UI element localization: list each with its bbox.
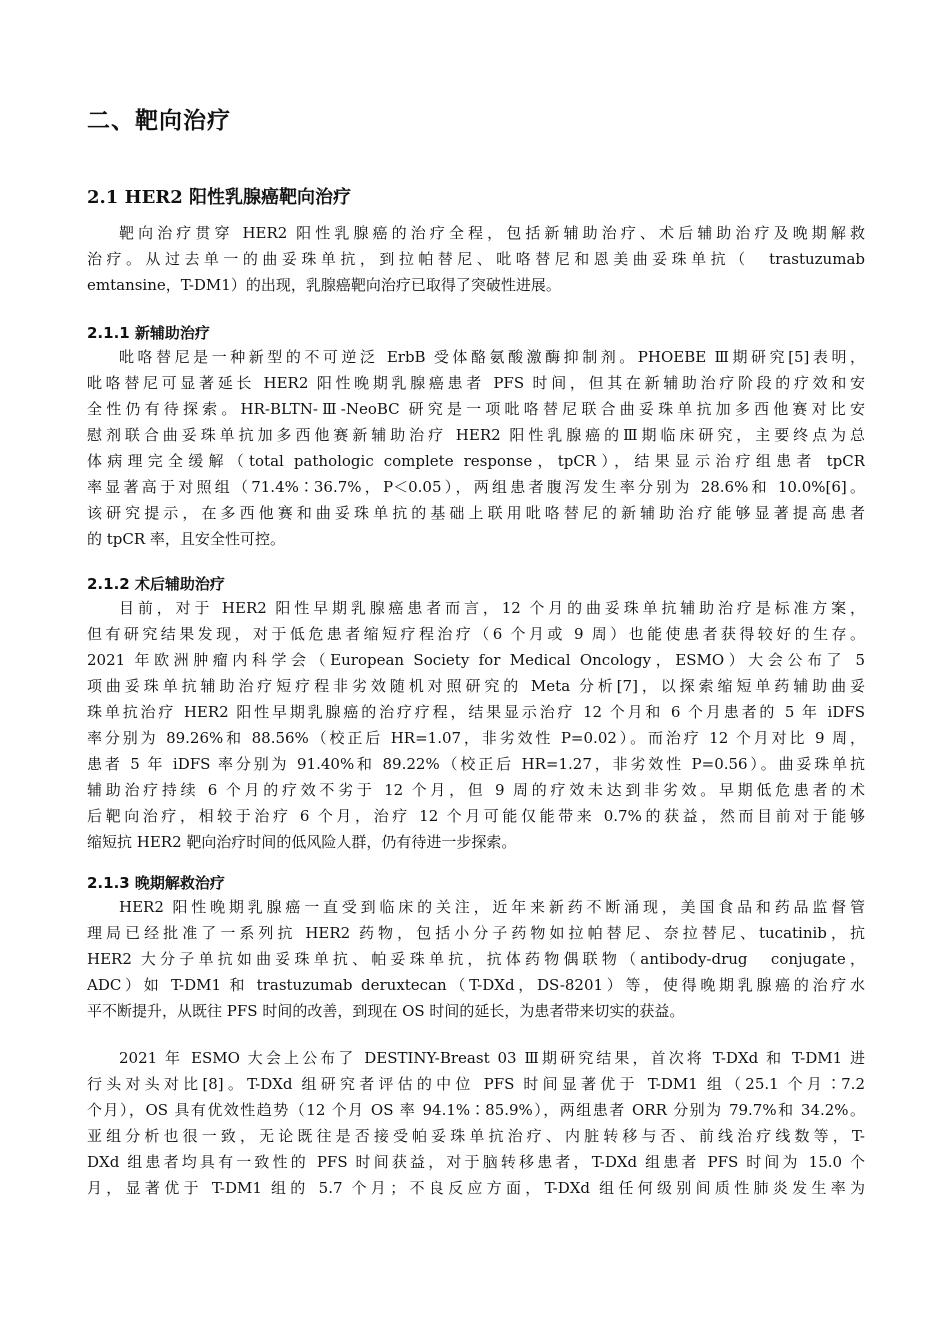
text-line: 缩短抗 HER2 靶向治疗时间的低风险人群，仍有待进一步探索。 (87, 833, 517, 851)
text-line: HER2 大分子单抗如曲妥珠单抗、帕妥珠单抗，抗体药物偶联物（antibody-drug conjugate， (87, 950, 865, 968)
heading-advanced: 2.1.3 晚期解救治疗 (87, 874, 225, 892)
text-line: 率显著高于对照组（71.4%∶36.7%，P＜0.05），两组患者腹泻发生率分别为 28.6%和 10.0%[6]。 (87, 478, 865, 496)
text-line: 后靶向治疗，相较于治疗 6 个月，治疗 12 个月可能仅能带来 0.7%的获益，然而目前对于能够 (87, 807, 865, 825)
heading-adjuvant: 2.1.2 术后辅助治疗 (87, 575, 225, 593)
heading-neoadjuvant: 2.1.1 新辅助治疗 (87, 324, 210, 342)
text-line: 项曲妥珠单抗辅助治疗短疗程非劣效随机对照研究的 Meta 分析[7]，以探索缩短单药辅助曲妥 (87, 677, 865, 695)
text-line: HER2 阳性晚期乳腺癌一直受到临床的关注，近年来新药不断涌现，美国食品和药品监督管 (119, 898, 865, 916)
text-line: 理局已经批准了一系列抗 HER2 药物，包括小分子药物如拉帕替尼、奈拉替尼、tucatinib，抗 (87, 924, 865, 942)
adjuvant-paragraph (87, 595, 865, 855)
advanced-paragraph-1 (87, 894, 865, 1024)
advanced-paragraph-2 (87, 1045, 865, 1201)
text-line: emtansine，T-DM1）的出现，乳腺癌靶向治疗已取得了突破性进展。 (87, 276, 561, 294)
text-line: 个月），OS 具有优效性趋势（12 个月 OS 率 94.1%∶85.9%），两组患者 ORR 分别为 79.7%和 34.2%。 (87, 1101, 865, 1119)
text-line: 患者 5 年 iDFS 率分别为 91.40%和 89.22%（校正后 HR=1.27，非劣效性 P=0.56）。曲妥珠单抗 (87, 755, 865, 773)
text-line: 慰剂联合曲妥珠单抗加多西他赛新辅助治疗 HER2 阳性乳腺癌的Ⅲ期临床研究，主要终点为总 (87, 426, 865, 444)
text-line: 辅助治疗持续 6 个月的疗效不劣于 12 个月，但 9 周的疗效未达到非劣效。早期低危患者的术 (87, 781, 865, 799)
text-line: 亚组分析也很一致，无论既往是否接受帕妥珠单抗治疗、内脏转移与否、前线治疗线数等，T- (87, 1127, 865, 1145)
text-line: 全性仍有待探索。HR-BLTN-Ⅲ-NeoBC 研究是一项吡咯替尼联合曲妥珠单抗加多西他赛对比安 (87, 400, 865, 418)
text-line: 体病理完全缓解（total pathologic complete response，tpCR），结果显示治疗组患者 tpCR (87, 452, 865, 470)
text-line: 该研究提示，在多西他赛和曲妥珠单抗的基础上联用吡咯替尼的新辅助治疗能够显著提高患者 (87, 504, 865, 522)
text-line: 行头对头对比[8]。T-DXd 组研究者评估的中位 PFS 时间显著优于 T-DM1 组（25.1 个月∶7.2 (87, 1075, 865, 1093)
section-title: 二、靶向治疗 (87, 108, 231, 134)
text-line: DXd 组患者均具有一致性的 PFS 时间获益，对于脑转移患者，T-DXd 组患者 PFS 时间为 15.0 个 (87, 1153, 865, 1171)
subsection-title: 2.1 HER2 阳性乳腺癌靶向治疗 (87, 187, 352, 208)
text-line: 但有研究结果发现，对于低危患者缩短疗程治疗（6 个月或 9 周）也能使患者获得较好的生存。 (87, 625, 865, 643)
text-line: 的 tpCR 率，且安全性可控。 (87, 530, 285, 548)
text-line: 吡咯替尼是一种新型的不可逆泛 ErbB 受体酪氨酸激酶抑制剂。PHOEBE Ⅲ期研究[5]表明， (119, 348, 865, 366)
text-line: 吡咯替尼可显著延长 HER2 阳性晚期乳腺癌患者 PFS 时间，但其在新辅助治疗阶段的疗效和安 (87, 374, 865, 392)
text-line: 靶向治疗贯穿 HER2 阳性乳腺癌的治疗全程，包括新辅助治疗、术后辅助治疗及晚期解救 (119, 224, 865, 242)
text-line: 珠单抗治疗 HER2 阳性早期乳腺癌的治疗疗程，结果显示治疗 12 个月和 6 个月患者的 5 年 iDFS (87, 703, 865, 721)
text-line: 平不断提升，从既往 PFS 时间的改善，到现在 OS 时间的延长，为患者带来切实的获益。 (87, 1002, 685, 1020)
text-line: 2021 年 ESMO 大会上公布了 DESTINY-Breast 03 Ⅲ期研究结果，首次将 T-DXd 和 T-DM1 进 (119, 1049, 865, 1067)
text-line: 治疗。从过去单一的曲妥珠单抗，到拉帕替尼、吡咯替尼和恩美曲妥珠单抗（ trastuzumab (87, 250, 865, 268)
text-line: 月，显著优于 T-DM1 组的 5.7 个月；不良反应方面，T-DXd 组任何级别间质性肺炎发生率为 (87, 1179, 865, 1197)
text-line: 率分别为 89.26%和 88.56%（校正后 HR=1.07，非劣效性 P=0.02）。而治疗 12 个月对比 9 周， (87, 729, 865, 747)
text-line: 目前，对于 HER2 阳性早期乳腺癌患者而言，12 个月的曲妥珠单抗辅助治疗是标准方案， (119, 599, 865, 617)
intro-paragraph (87, 220, 865, 298)
text-line: 2021 年欧洲肿瘤内科学会（European Society for Medical Oncology，ESMO）大会公布了 5 (87, 651, 865, 669)
text-line: ADC）如 T-DM1 和 trastuzumab deruxtecan（T-DXd，DS-8201）等，使得晚期乳腺癌的治疗水 (87, 976, 865, 994)
neoadjuvant-paragraph (87, 344, 865, 552)
